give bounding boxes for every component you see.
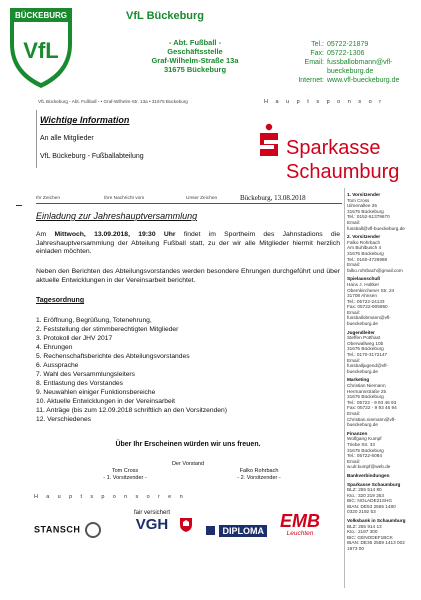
sidebar-line: Email: <box>347 309 361 315</box>
sidebar-line: BLZ: 255 514 80 <box>347 487 382 493</box>
agenda-list <box>36 316 227 424</box>
signature-role: - 2. Vorsitzender - <box>237 475 281 481</box>
sidebar-line: Kto.: 320 219 253 <box>347 492 385 498</box>
der-vorstand-label: Der Vorstand <box>171 461 205 467</box>
contact-label: Email: <box>304 59 324 66</box>
vgh-logo <box>134 510 170 533</box>
club-name: VfL Bückeburg <box>126 10 205 22</box>
sparkasse-logo <box>252 118 412 188</box>
sidebar-section-title: Marketing <box>347 377 370 383</box>
sidebar-section-title: 2. Vorsitzender <box>347 234 381 240</box>
sidebar-line: Kto.: 2197 300 <box>347 529 378 535</box>
sidebar-line: Fax: 05722-905950 <box>347 304 388 310</box>
logo-text: BÜCKEBURG <box>15 11 67 20</box>
contact-email-link[interactable]: fussballobmann@vfl-bueckeburg.de <box>327 59 393 75</box>
sidebar-line: IBAN: DE53 2555 1480 <box>347 503 396 509</box>
sidebar-line: w.ulr.kumpf@web.de <box>347 464 391 470</box>
agenda-item: 8. Entlastung des Vorstandes <box>36 380 123 387</box>
sidebar-line: BIC: NOLADE21SHG <box>347 498 393 504</box>
sidebar-line: 31675 Bückeburg <box>347 208 384 214</box>
agenda-item: 10. Aktuelle Entwicklungen in der Vereinsarbeit <box>36 398 176 405</box>
sender-address-line: VfL Bückeburg - Abt. Fußball - • Graf-Wilhelm-Str. 13a • 31675 Bückeburg <box>38 99 188 104</box>
divider <box>36 203 342 204</box>
sidebar-section-title: Volksbank in Schaumburg <box>347 518 406 524</box>
letter-date: Bückeburg, 13.08.2018 <box>240 194 306 202</box>
contact-website-link[interactable]: www.vfl-bueckeburg.de <box>327 77 400 84</box>
hauptsponsoren-label: H a u p t s p o n s o r e n <box>34 494 187 500</box>
sidebar-line: bueckeburg.de <box>347 321 379 327</box>
signature-name: Tom Cross <box>111 468 139 474</box>
sidebar-line: bueckeburg.de <box>347 368 379 374</box>
sidebar-line: fussball@vfl-bueckeburg.de <box>347 225 405 231</box>
emb-text: EMB <box>280 511 320 531</box>
stansch-icon <box>85 522 101 538</box>
sidebar-line: BLZ: 255 914 13 <box>347 523 382 529</box>
sidebar-line: Triebe Str. 33 <box>347 441 375 447</box>
diploma-icon <box>206 526 215 535</box>
fold-mark <box>16 205 22 206</box>
sidebar-line: 1973 00 <box>347 546 364 552</box>
sponsor-name-line1: Sparkasse <box>286 137 381 159</box>
agenda-item: 2. Feststellung der stimmberechtigten Mitglieder <box>36 326 179 333</box>
sidebar-line: Falko Rohrbach <box>347 239 381 245</box>
contact-label: Internet: <box>298 77 324 84</box>
p1-prefix: Am <box>36 231 55 238</box>
contact-value: 05722-21879 <box>327 41 369 48</box>
sidebar-line: Steffen Potthast <box>347 335 381 341</box>
sidebar-line: fussballobmann@vfl- <box>347 315 391 321</box>
abt-line: - Abt. Fußball - <box>168 38 222 47</box>
sidebar-line: 0320 2192 53 <box>347 509 376 515</box>
sidebar-line: Email: <box>347 357 361 363</box>
sidebar-line: 31675 Bückeburg <box>347 447 384 453</box>
abt-line: 31675 Bückeburg <box>163 65 227 74</box>
sidebar-line: IBAN: DE35 2559 1413 002 <box>347 540 405 546</box>
sidebar-line: Ulmenallee 25 <box>347 203 377 209</box>
recipient-line: VfL Bückeburg - Fußballabteilung <box>40 153 144 160</box>
sidebar-line: Fax: 05722 - 9 93 46 94 <box>347 405 397 411</box>
sidebar-line: Tel.: 05722-6084 <box>347 453 382 459</box>
p1-rest: findet im Sportheim des Jahnstadions die Jahreshauptversammlung der Abteilung Fußball statt, zu der wir alle Mitglieder hiermit herzlich einladen möchten. <box>36 231 340 256</box>
sidebar-line: Am Buhlbusch 4 <box>347 245 382 251</box>
emb-subtext: Leuchten <box>286 530 314 537</box>
vgh-tagline: fair versichert <box>134 510 171 516</box>
vgh-crest-icon <box>180 518 192 532</box>
ihr-zeichen-label: Ihr Zeichen <box>36 196 60 201</box>
contact-block <box>288 40 416 85</box>
sponsor-logos <box>30 508 340 568</box>
contact-value: 05722-1306 <box>327 50 365 57</box>
sidebar-line: Christian Niemann <box>347 383 386 388</box>
letter-subject: Einladung zur Jahreshauptversammlung <box>36 211 198 221</box>
sidebar-line: 31708 Ahnsen <box>347 293 377 299</box>
signature-2 <box>214 468 304 482</box>
ihre-nachricht-label: Ihre Nachricht vom <box>104 196 145 201</box>
contact-label: Tel.: <box>311 41 324 48</box>
agenda-item: 12. Verschiedenes <box>36 416 92 423</box>
agenda-title: Tagesordnung <box>36 297 85 304</box>
sidebar-line: Hermannstraße 25 <box>347 388 387 394</box>
agenda-item: 4. Ehrungen <box>36 344 73 351</box>
info-title: Wichtige Information <box>40 115 130 125</box>
agenda-item: 7. Wahl des Versammlungsleiters <box>36 371 135 378</box>
signature-1 <box>80 468 170 482</box>
agenda-item: 1. Eröffnung, Begrüßung, Totenehrung, <box>36 317 152 324</box>
sidebar-divider <box>344 188 345 588</box>
sidebar-section-title: 1. Vorsitzender <box>347 192 381 197</box>
closing-line: Über Ihr Erscheinen würden wir uns freuen. <box>115 441 261 448</box>
stansch-text: STANSCH <box>34 524 81 535</box>
sidebar-line: BIC: GENODEF1BCK <box>347 534 393 540</box>
sidebar-line: Tel.: 0160-4726998 <box>347 256 388 262</box>
sidebar-line: 31675 Bückeburg <box>347 394 384 400</box>
sidebar-line: bueckeburg.de <box>347 422 379 428</box>
sidebar-line: Obernkirchener Str. 24 <box>347 287 395 293</box>
agenda-item: 11. Anträge (bis zum 12.09.2018 schriftlich an den Vorsitzenden) <box>36 407 227 414</box>
sidebar-line: Hans J. Holtker <box>347 281 380 287</box>
stansch-logo <box>34 522 101 538</box>
sidebar-line: fussballjugend@vfl- <box>347 363 388 369</box>
sidebar-section-title: Sparkasse Schaumburg <box>347 481 401 487</box>
letter-paragraph-1 <box>36 231 340 257</box>
agenda-item: 6. Aussprache <box>36 362 79 369</box>
logo-monogram: VfL <box>23 38 59 63</box>
letter-paragraph-2: Neben den Berichten des Abteilungsvorstandes werden besondere Ehrungen durchgeführt und über aktuelle Entwicklungen in der Vereinsarbeit berichtet. <box>36 268 340 284</box>
sidebar-contacts <box>347 190 419 552</box>
sidebar-line: Email: <box>347 262 361 268</box>
sidebar-line: Tom Cross <box>347 197 370 203</box>
abt-line: Graf-Wilhelm-Straße 13a <box>151 56 239 65</box>
unser-zeichen-label: Unser Zeichen <box>186 196 218 201</box>
agenda-item: 3. Protokoll der JHV 2017 <box>36 335 113 342</box>
hauptsponsor-label: H a u p t s p o n s o r <box>264 99 385 105</box>
vgh-text: VGH <box>135 516 169 533</box>
club-address-block <box>140 38 250 74</box>
meeting-datetime: Mittwoch, 13.09.2018, 19:30 Uhr <box>54 231 176 238</box>
sidebar-line: Email: <box>347 219 361 225</box>
emb-logo <box>280 512 320 537</box>
sidebar-line: Tel.: 05722-24133 <box>347 298 385 304</box>
sidebar-line: 31675 Bückeburg <box>347 250 384 256</box>
sidebar-section-title: Jugendleiter <box>347 329 375 335</box>
sidebar-line: Tel.: 05722 - 9 93 46 93 <box>347 399 397 405</box>
sidebar-line: falko.rohrbach@gmail.com <box>347 267 403 273</box>
contact-label: Fax: <box>310 50 324 57</box>
sponsor-name-line2: Schaumburg <box>286 161 400 183</box>
diploma-text: DIPLOMA <box>219 525 267 537</box>
sidebar-line: Tel.: 0170-3172147 <box>347 352 388 358</box>
sidebar-section-title: Bankverbindungen <box>347 472 390 478</box>
club-logo <box>6 4 76 90</box>
signature-name: Falko Rohrbach <box>239 468 279 474</box>
signature-role: - 1. Vorsitzender - <box>103 475 147 481</box>
sidebar-line: Oberwallweg 10b <box>347 340 384 346</box>
abt-line: Geschäftsstelle <box>167 47 223 56</box>
sidebar-line: Email: <box>347 458 361 464</box>
sidebar-line: Email: <box>347 410 361 416</box>
sidebar-section-title: Spielausschuß <box>347 276 381 282</box>
agenda-item: 5. Rechenschaftsberichte des Abteilungsvorstandes <box>36 353 190 360</box>
recipient-line: An alle Mitglieder <box>40 135 94 142</box>
sidebar-section-title: Finanzen <box>347 430 368 436</box>
sparkasse-s-icon <box>260 124 278 156</box>
agenda-item: 9. Neuwahlen einiger Funktionsbereiche <box>36 389 156 396</box>
sidebar-line: Wolfgang Kumpf <box>347 436 382 442</box>
diploma-logo <box>206 522 267 540</box>
sidebar-line: Christian.niemann@vfl- <box>347 416 396 422</box>
sidebar-line: Tel.: 0152-51379670 <box>347 214 390 220</box>
sidebar-line: 31675 Bückeburg <box>347 346 384 352</box>
